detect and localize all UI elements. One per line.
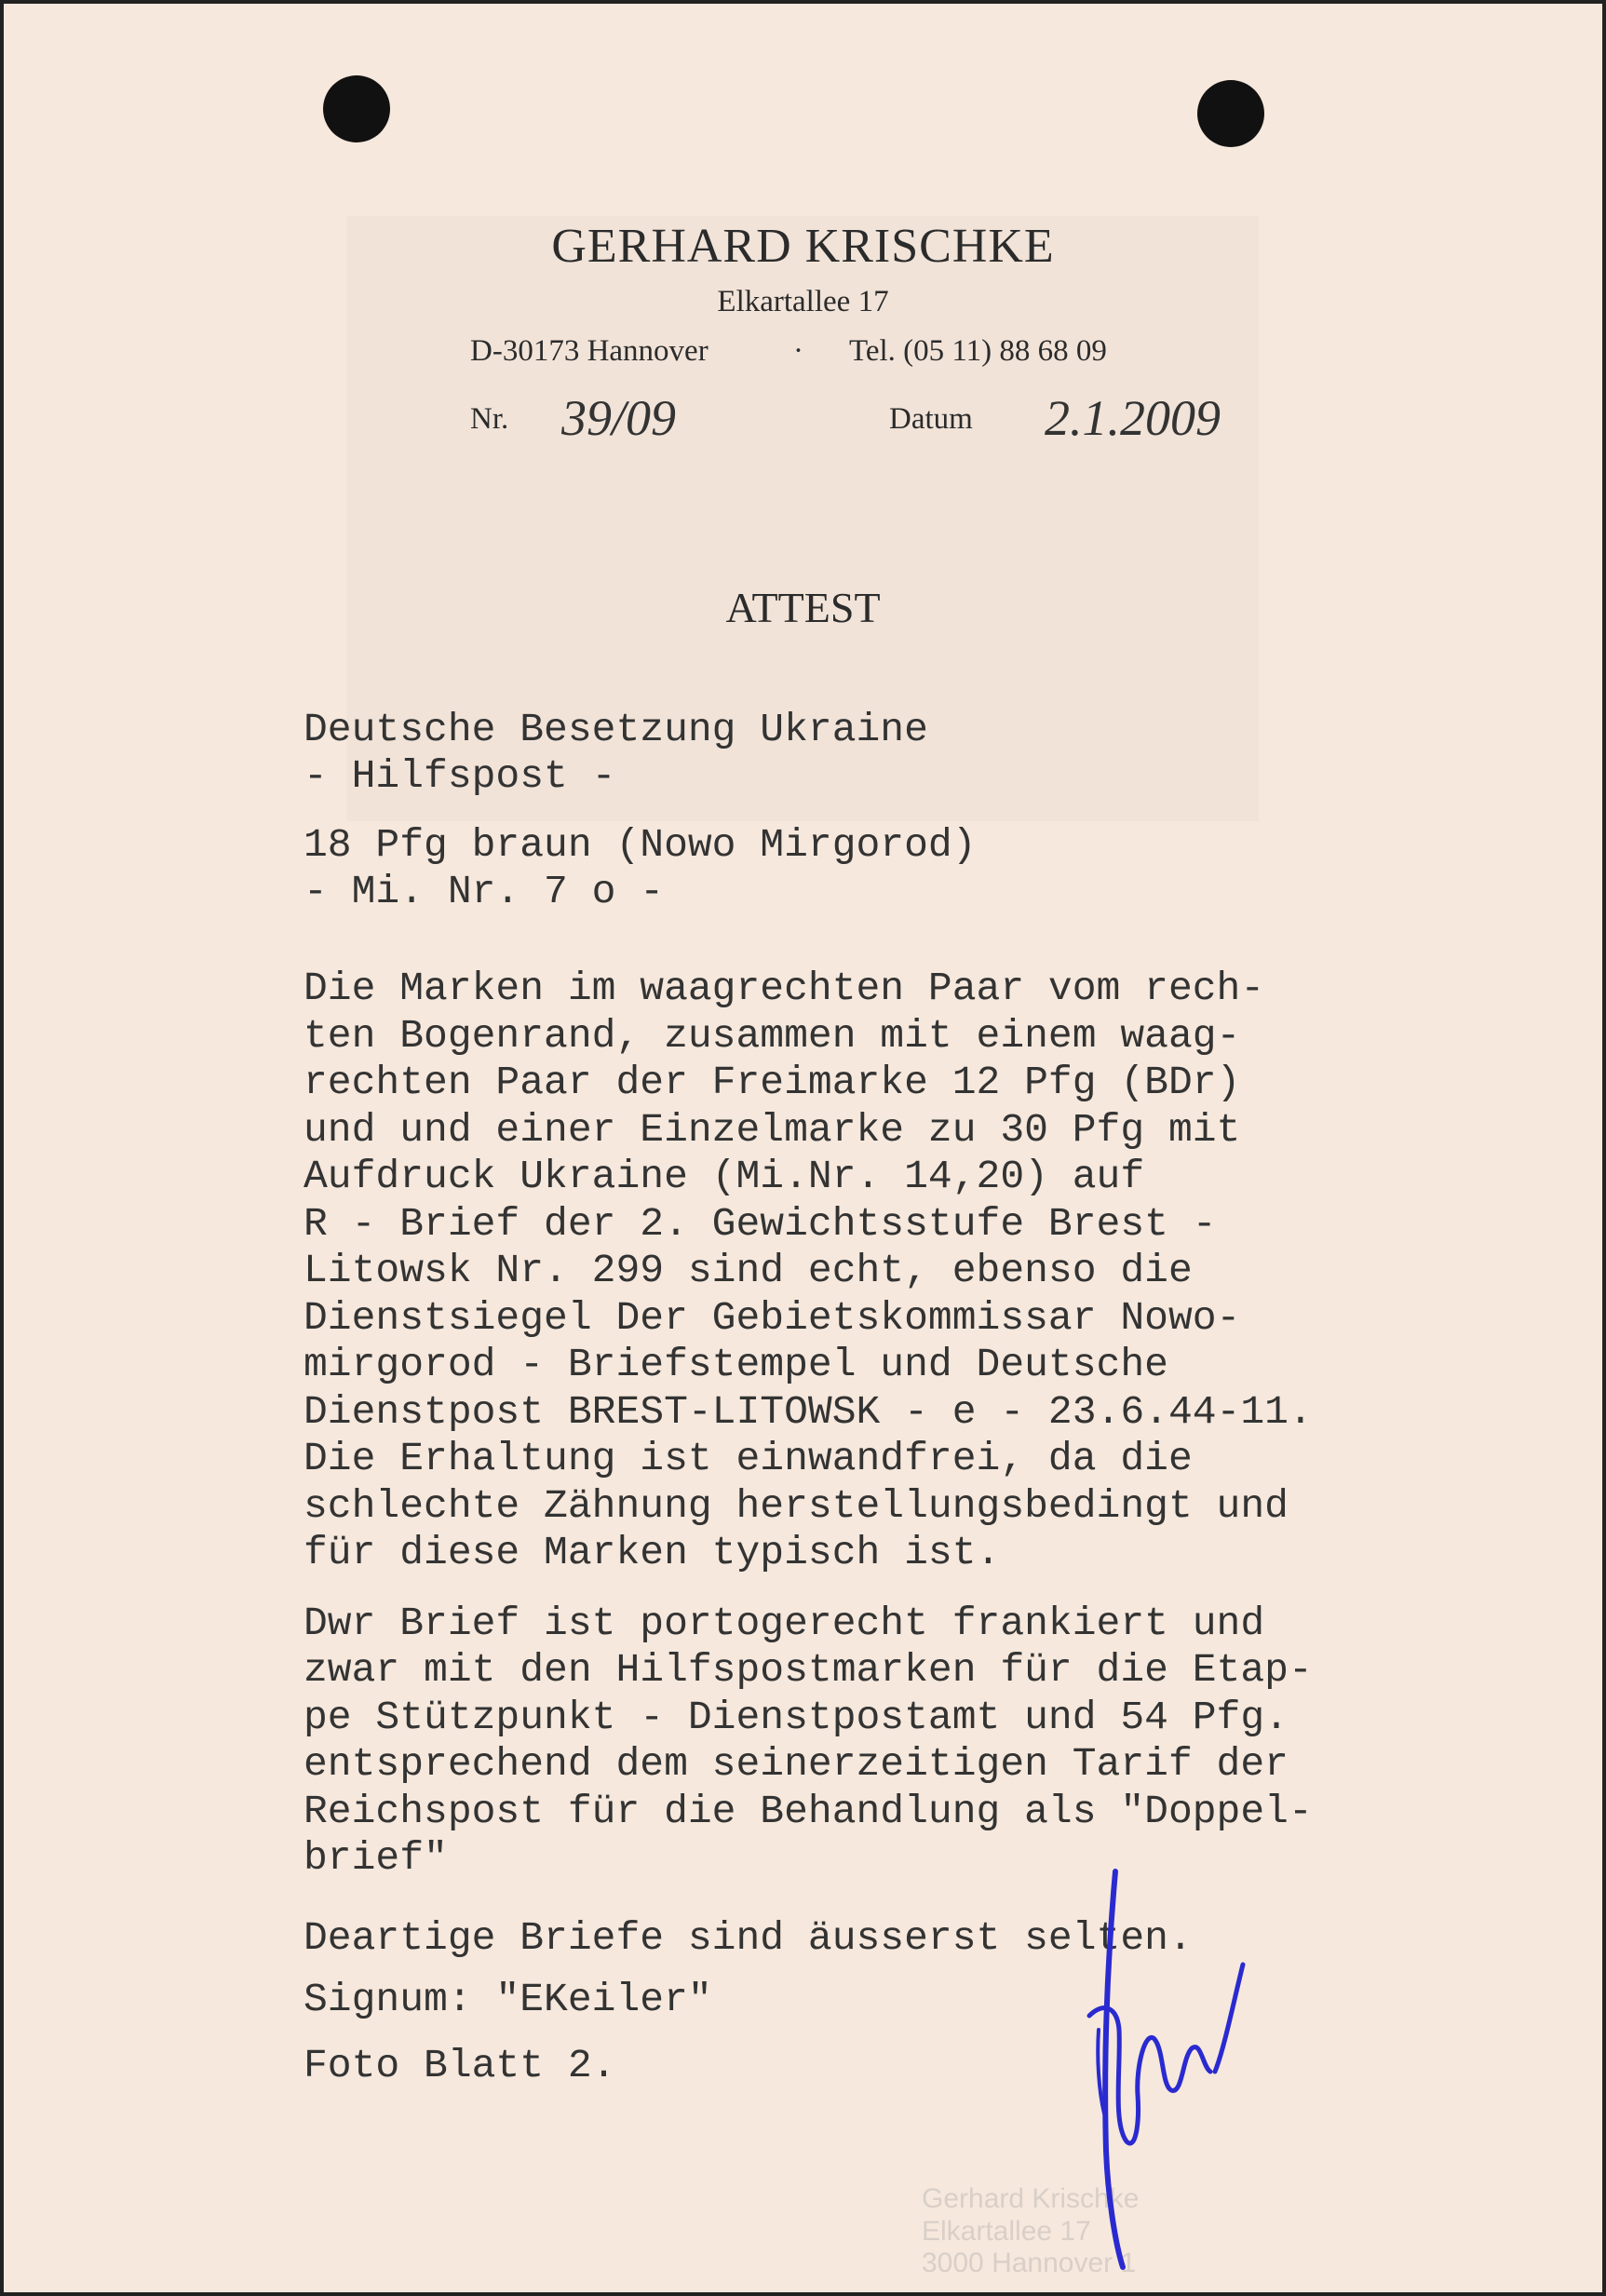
heading-line: 18 Pfg braun (Nowo Mirgorod) <box>304 822 977 868</box>
number-label: Nr. <box>470 402 509 436</box>
body-line: Dienstsiegel Der Gebietskommissar Nowo- <box>304 1295 1241 1341</box>
body-line: Deartige Briefe sind äusserst selten. <box>304 1915 1193 1961</box>
date-value: 2.1.2009 <box>1045 390 1221 446</box>
punch-hole-left <box>323 75 390 142</box>
letterhead-street: Elkartallee 17 <box>717 285 889 318</box>
body-line: Dwr Brief ist portogerecht frankiert und <box>304 1600 1265 1646</box>
body-line: rechten Paar der Freimarke 12 Pfg (BDr) <box>304 1060 1241 1105</box>
body-line: Reichspost für die Behandlung als "Doppel- <box>304 1789 1313 1834</box>
body-line: Die Marken im waagrechten Paar vom rech- <box>304 966 1265 1011</box>
letterhead-telephone: Tel. (05 11) 88 68 09 <box>849 334 1107 368</box>
body-line: entsprechend dem seinerzeitigen Tarif der <box>304 1741 1289 1787</box>
body-line: brief" <box>304 1835 448 1881</box>
letterhead-separator: · <box>793 334 803 368</box>
body-line: schlechte Zähnung herstellungsbedingt und <box>304 1483 1289 1529</box>
number-value: 39/09 <box>561 390 677 446</box>
body-line: Aufdruck Ukraine (Mi.Nr. 14,20) auf <box>304 1154 1145 1199</box>
letterhead-city: D-30173 Hannover <box>470 334 709 368</box>
body-line: Litowsk Nr. 299 sind echt, ebenso die <box>304 1248 1193 1293</box>
heading-line: - Hilfspost - <box>304 753 616 799</box>
handwritten-signature <box>1061 1844 1303 2281</box>
body-line: Dienstpost BREST-LITOWSK - e - 23.6.44-11. <box>304 1389 1313 1435</box>
stamp-line: Gerhard Krischke <box>922 2183 1140 2214</box>
body-line: und und einer Einzelmarke zu 30 Pfg mit <box>304 1107 1241 1153</box>
punch-hole-right <box>1197 80 1264 147</box>
body-line: Die Erhaltung ist einwandfrei, da die <box>304 1436 1193 1481</box>
letterhead-name: GERHARD KRISCHKE <box>551 220 1055 273</box>
document-title: ATTEST <box>725 584 881 631</box>
body-line: zwar mit den Hilfspostmarken für die Etap- <box>304 1647 1313 1693</box>
body-line: R - Brief der 2. Gewichtsstufe Brest - <box>304 1201 1217 1247</box>
body-line: pe Stützpunkt - Dienstpostamt und 54 Pfg. <box>304 1695 1289 1740</box>
date-label: Datum <box>889 402 973 436</box>
body-line: ten Bogenrand, zusammen mit einem waag- <box>304 1013 1241 1059</box>
body-line: Foto Blatt 2. <box>304 2043 616 2088</box>
body-line: mirgorod - Briefstempel und Deutsche <box>304 1342 1168 1387</box>
stamp-line: Elkartallee 17 <box>922 2215 1091 2247</box>
body-line: für diese Marken typisch ist. <box>304 1530 1001 1575</box>
heading-line: - Mi. Nr. 7 o - <box>304 869 665 914</box>
body-line: Signum: "EKeiler" <box>304 1977 712 2022</box>
heading-line: Deutsche Besetzung Ukraine <box>304 707 928 752</box>
stamp-line: 3000 Hannover 1 <box>922 2248 1137 2278</box>
